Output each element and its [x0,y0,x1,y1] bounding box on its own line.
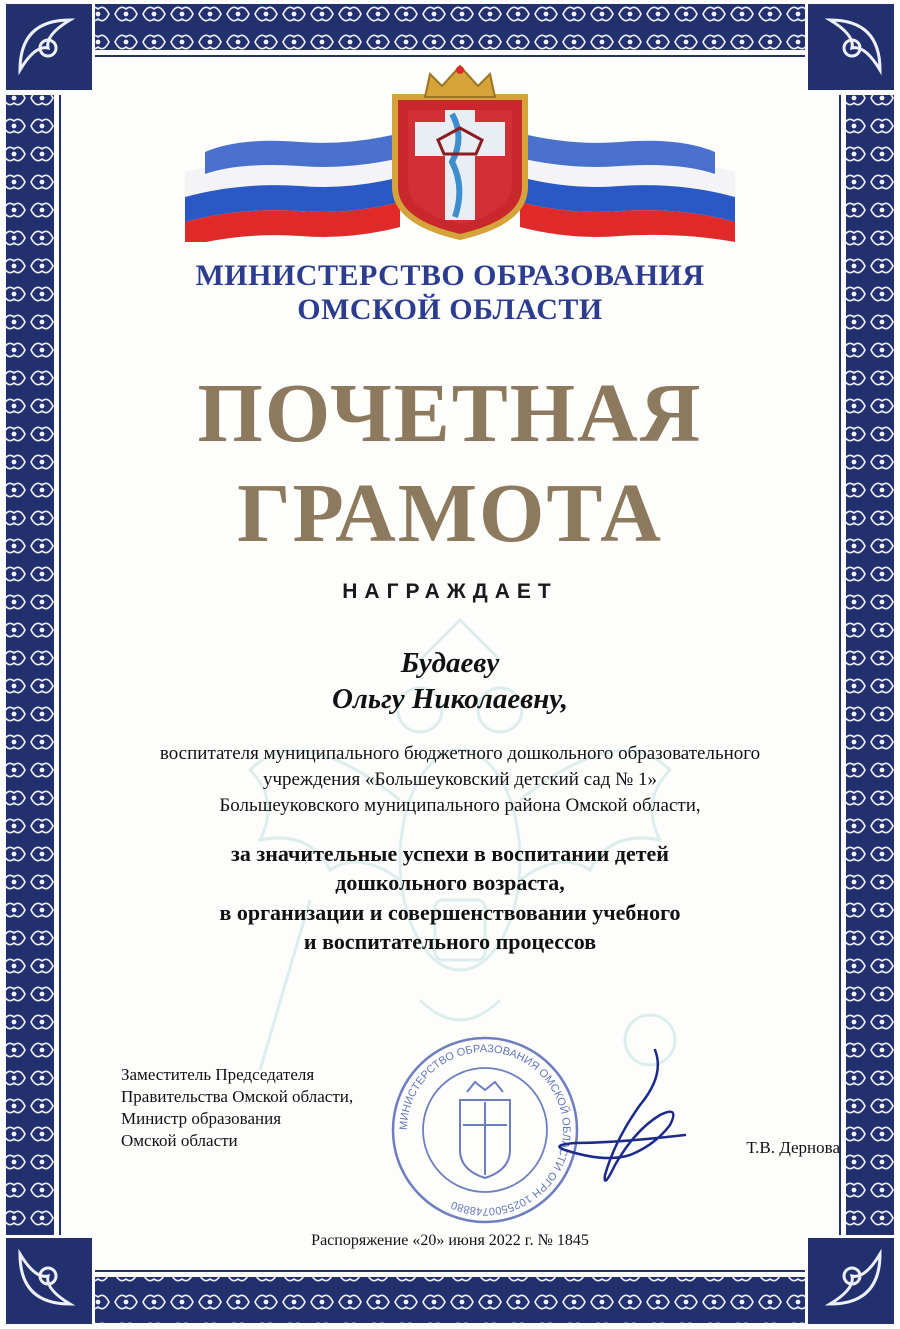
signer-title-line2: Правительства Омской области, [121,1087,354,1106]
certificate-title-line2: ГРАМОТА [237,467,663,560]
awards-label: НАГРАЖДАЕТ [342,580,558,603]
recipient-surname: Будаеву [400,647,500,679]
stamp-text: МИНИСТЕРСТВО ОБРАЗОВАНИЯ ОМСКОЙ ОБЛАСТИ ОГРН 1025500748880 [397,1042,573,1218]
stamp-emblem-icon [460,1082,510,1178]
signer-title-block [121,1064,421,1152]
merit-line3: в организации и совершенствовании учебного [219,900,681,925]
handwritten-signature [545,1045,695,1195]
signer-name: Т.В. Дернова [746,1138,840,1157]
order-reference: Распоряжение «20» июня 2022 г. № 1845 [311,1232,589,1249]
ministry-name-line2: ОМСКОЙ ОБЛАСТИ [297,293,603,326]
merit-line4: и воспитательного процессов [303,929,597,954]
certificate-title-line1: ПОЧЕТНАЯ [197,367,703,460]
position-line3: Большеуковского муниципального района Омской области, [219,795,701,816]
merit-line2: дошкольного возраста, [335,870,565,895]
signer-title-line3: Министр образования [121,1109,282,1128]
position-line2: учреждения «Большеуковский детский сад № 1» [262,769,658,790]
ministry-name-line1: МИНИСТЕРСТВО ОБРАЗОВАНИЯ [195,259,705,292]
merit-line1: за значительные успехи в воспитании детей [231,841,669,866]
position-line1: воспитателя муниципального бюджетного дошкольного образовательного [159,743,761,764]
recipient-given-name: Ольгу Николаевну, [332,683,568,715]
signer-title-line1: Заместитель Председателя [121,1065,315,1084]
signer-title-line4: Омской области [121,1131,238,1150]
